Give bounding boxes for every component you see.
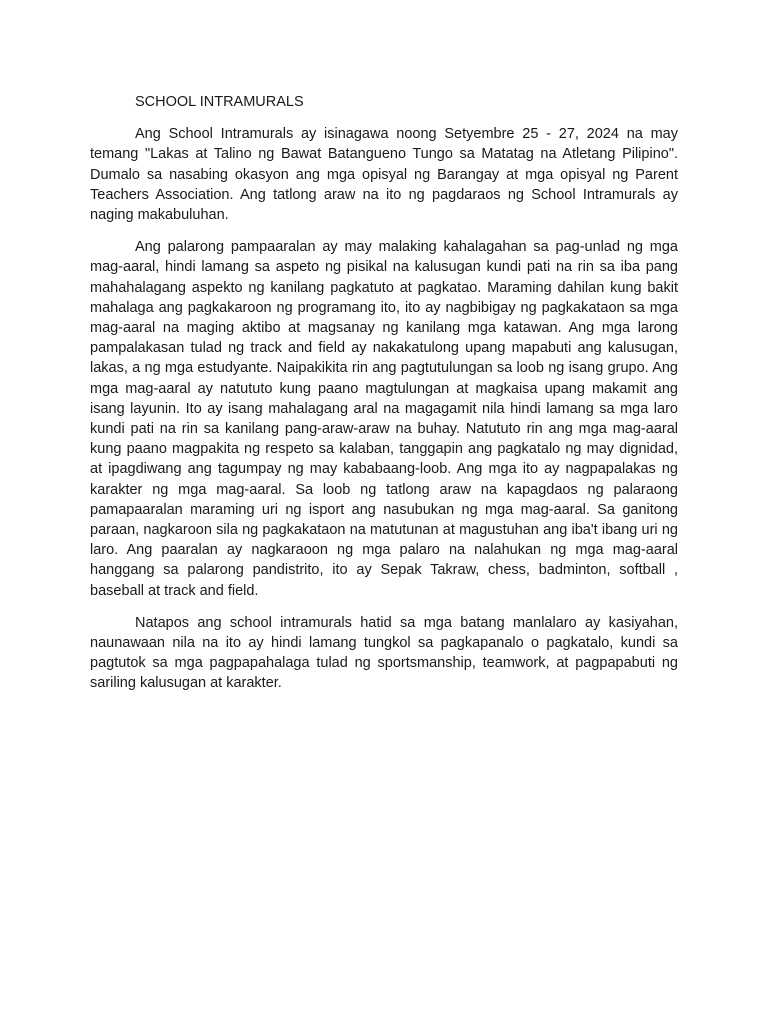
paragraph-importance: Ang palarong pampaaralan ay may malaking kahalagahan sa pag-unlad ng mga mag-aaral, hindi lamang sa aspeto ng pisikal na kalusugan kundi pati na rin sa iba pang mahahalagang aspekto ng kanilang pagkatuto at pagkatao. Maraming dahilan kung bakit mahalaga ang pagkakaroon ng programang ito, ito ay nagbibigay ng pagkakataon sa mga mag-aaral na maging aktibo at magsanay ng kanilang mga katawan. Ang mga larong pampalakasan tulad ng track and field ay nakakatulong upang mapabuti ang kalusugan, lakas, a ng mga estudyante. Naipakikita rin ang pagtutulungan sa loob ng isang grupo. Ang mga mag-aaral ay natututo kung paano magtulungan at magkaisa upang makamit ang isang layunin. Ito ay isang mahalagang aral na magagamit nila hindi lamang sa mga laro kundi pati na rin sa kanilang pang-araw-araw na buhay. Natututo rin ang mga mag-aaral kung paano magpakita ng respeto sa kalaban, tanggapin ang pagkatalo ng may dignidad, at ipagdiwang ang tagumpay ng may kababaang-loob. Ang mga ito ay nagpapalakas ng karakter ng mga mag-aaral. Sa loob ng tatlong araw na kapagdaos ng palaraong pamapaaralan maraming uri ng isport ang nasubukan ng mga mag-aaral. Sa ganitong paraan, nagkaroon sila ng pagkakataon na matutunan at magustuhan ang iba't ibang uri ng laro. Ang paaralan ay nagkaraoon ng mga palaro na nalahukan ng mga mag-aaral hanggang sa palarong pandistrito, ito ay Sepak Takraw, chess, badminton, softball , baseball at track and field. <box>90 239 678 599</box>
document-title: SCHOOL INTRAMURALS <box>135 94 304 110</box>
paragraph-intro: Ang School Intramurals ay isinagawa noong Setyembre 25 - 27, 2024 na may temang "Lakas at Talino ng Bawat Batangueno Tungo sa Matatag na Atletang Pilipino". Dumalo sa nasabing okasyon ang mga opisyal ng Barangay at mga opisyal ng Parent Teachers Association. Ang tatlong araw na ito ng pagdaraos ng School Intramurals ay naging makabuluhan. <box>90 126 678 224</box>
paragraph-conclusion: Natapos ang school intramurals hatid sa mga batang manlalaro ay kasiyahan, naunawaan nila na ito ay hindi lamang tungkol sa pagkapanalo o pagkatalo, kundi sa pagtutok sa mga pagpapahalaga tulad ng sportsmanship, teamwork, at pagpapabuti ng sariling kalusugan at karakter. <box>90 614 678 692</box>
